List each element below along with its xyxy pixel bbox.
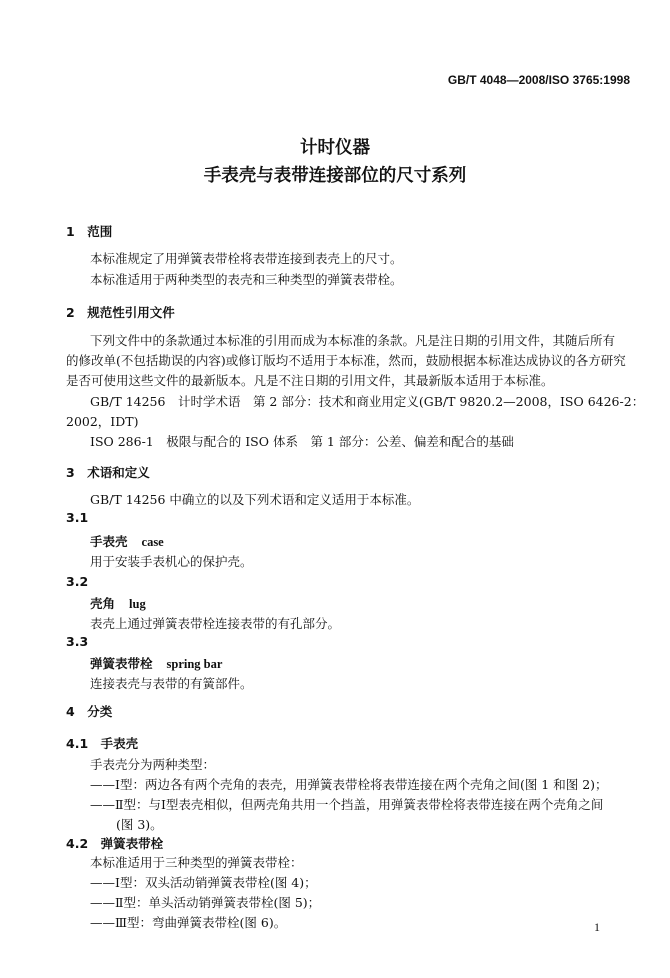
term-2-name [90, 594, 146, 612]
term-1-english: case [141, 535, 164, 549]
document-title-line-2: 手表壳与表带连接部位的尺寸系列 [203, 166, 467, 186]
section-1-paragraph-2: 本标准适用于两种类型的表壳和三种类型的弹簧表带栓。 [90, 272, 403, 287]
spring-bar-type-2-item: ——Ⅱ型：单头活动销弹簧表带栓(图 5)； [90, 895, 321, 910]
section-1-heading: 1 范围 [66, 224, 113, 239]
term-2-number: 3.2 [66, 574, 89, 589]
case-type-1-item: ——Ⅰ型：两边各有两个壳角的表壳，用弹簧表带栓将表带连接在两个壳角之间(图 1 和图 2)； [90, 777, 608, 792]
term-2-definition: 表壳上通过弹簧表带栓连接表带的有孔部分。 [90, 616, 341, 631]
term-1-name [90, 532, 164, 550]
term-3-number: 3.3 [66, 634, 89, 649]
standard-number: GB/T 4048—2008/ISO 3765:1998 [447, 73, 630, 87]
section-3-intro: GB/T 14256 中确立的以及下列术语和定义适用于本标准。 [90, 492, 420, 507]
section-3-heading: 3 术语和定义 [66, 465, 150, 480]
term-3-name [90, 654, 222, 672]
case-type-2-item-line-1: ——Ⅱ型：与Ⅰ型表壳相似，但两壳角共用一个挡盖，用弹簧表带栓将表带连接在两个壳角之间 [90, 797, 604, 812]
subsection-4-2-intro: 本标准适用于三种类型的弹簧表带栓： [90, 855, 303, 870]
term-1-chinese: 手表壳 [90, 534, 128, 549]
term-1-number: 3.1 [66, 510, 89, 525]
term-3-definition: 连接表壳与表带的有簧部件。 [90, 676, 253, 691]
subsection-4-2-heading: 4.2 弹簧表带栓 [66, 836, 164, 851]
spring-bar-type-1-item: ——Ⅰ型：双头活动销弹簧表带栓(图 4)； [90, 875, 317, 890]
term-3-english: spring bar [166, 657, 223, 671]
spring-bar-type-3-item: ——Ⅲ型：弯曲弹簧表带栓(图 6)。 [90, 915, 287, 930]
reference-1-line-2: 2002，IDT) [66, 414, 139, 429]
term-3-chinese: 弹簧表带栓 [90, 656, 153, 671]
page-number: 1 [594, 920, 600, 934]
subsection-4-1-heading: 4.1 手表壳 [66, 736, 139, 751]
section-2-heading: 2 规范性引用文件 [66, 305, 175, 320]
reference-1-line-1: GB/T 14256 计时学术语 第 2 部分：技术和商业用定义(GB/T 9820.2—2008，ISO 6426-2： [90, 394, 645, 409]
term-2-chinese: 壳角 [90, 596, 116, 611]
case-type-2-item-line-2: (图 3)。 [116, 817, 163, 832]
section-2-paragraph-line-2: 的修改单(不包括勘误的内容)或修订版均不适用于本标准，然而，鼓励根据本标准达成协议的各方研究 [66, 353, 626, 368]
section-2-paragraph-line-1: 下列文件中的条款通过本标准的引用而成为本标准的条款。凡是注日期的引用文件，其随后所有 [90, 333, 616, 348]
reference-2: ISO 286-1 极限与配合的 ISO 体系 第 1 部分：公差、偏差和配合的基础 [90, 434, 514, 449]
section-1-paragraph-1: 本标准规定了用弹簧表带栓将表带连接到表壳上的尺寸。 [90, 251, 403, 266]
term-1-definition: 用于安装手表机心的保护壳。 [90, 554, 253, 569]
term-2-english: lug [129, 597, 146, 611]
section-2-paragraph-line-3: 是否可使用这些文件的最新版本。凡是不注日期的引用文件，其最新版本适用于本标准。 [66, 373, 554, 388]
subsection-4-1-intro: 手表壳分为两种类型： [90, 757, 216, 772]
section-4-heading: 4 分类 [66, 704, 113, 719]
document-title-line-1: 计时仪器 [300, 138, 370, 158]
